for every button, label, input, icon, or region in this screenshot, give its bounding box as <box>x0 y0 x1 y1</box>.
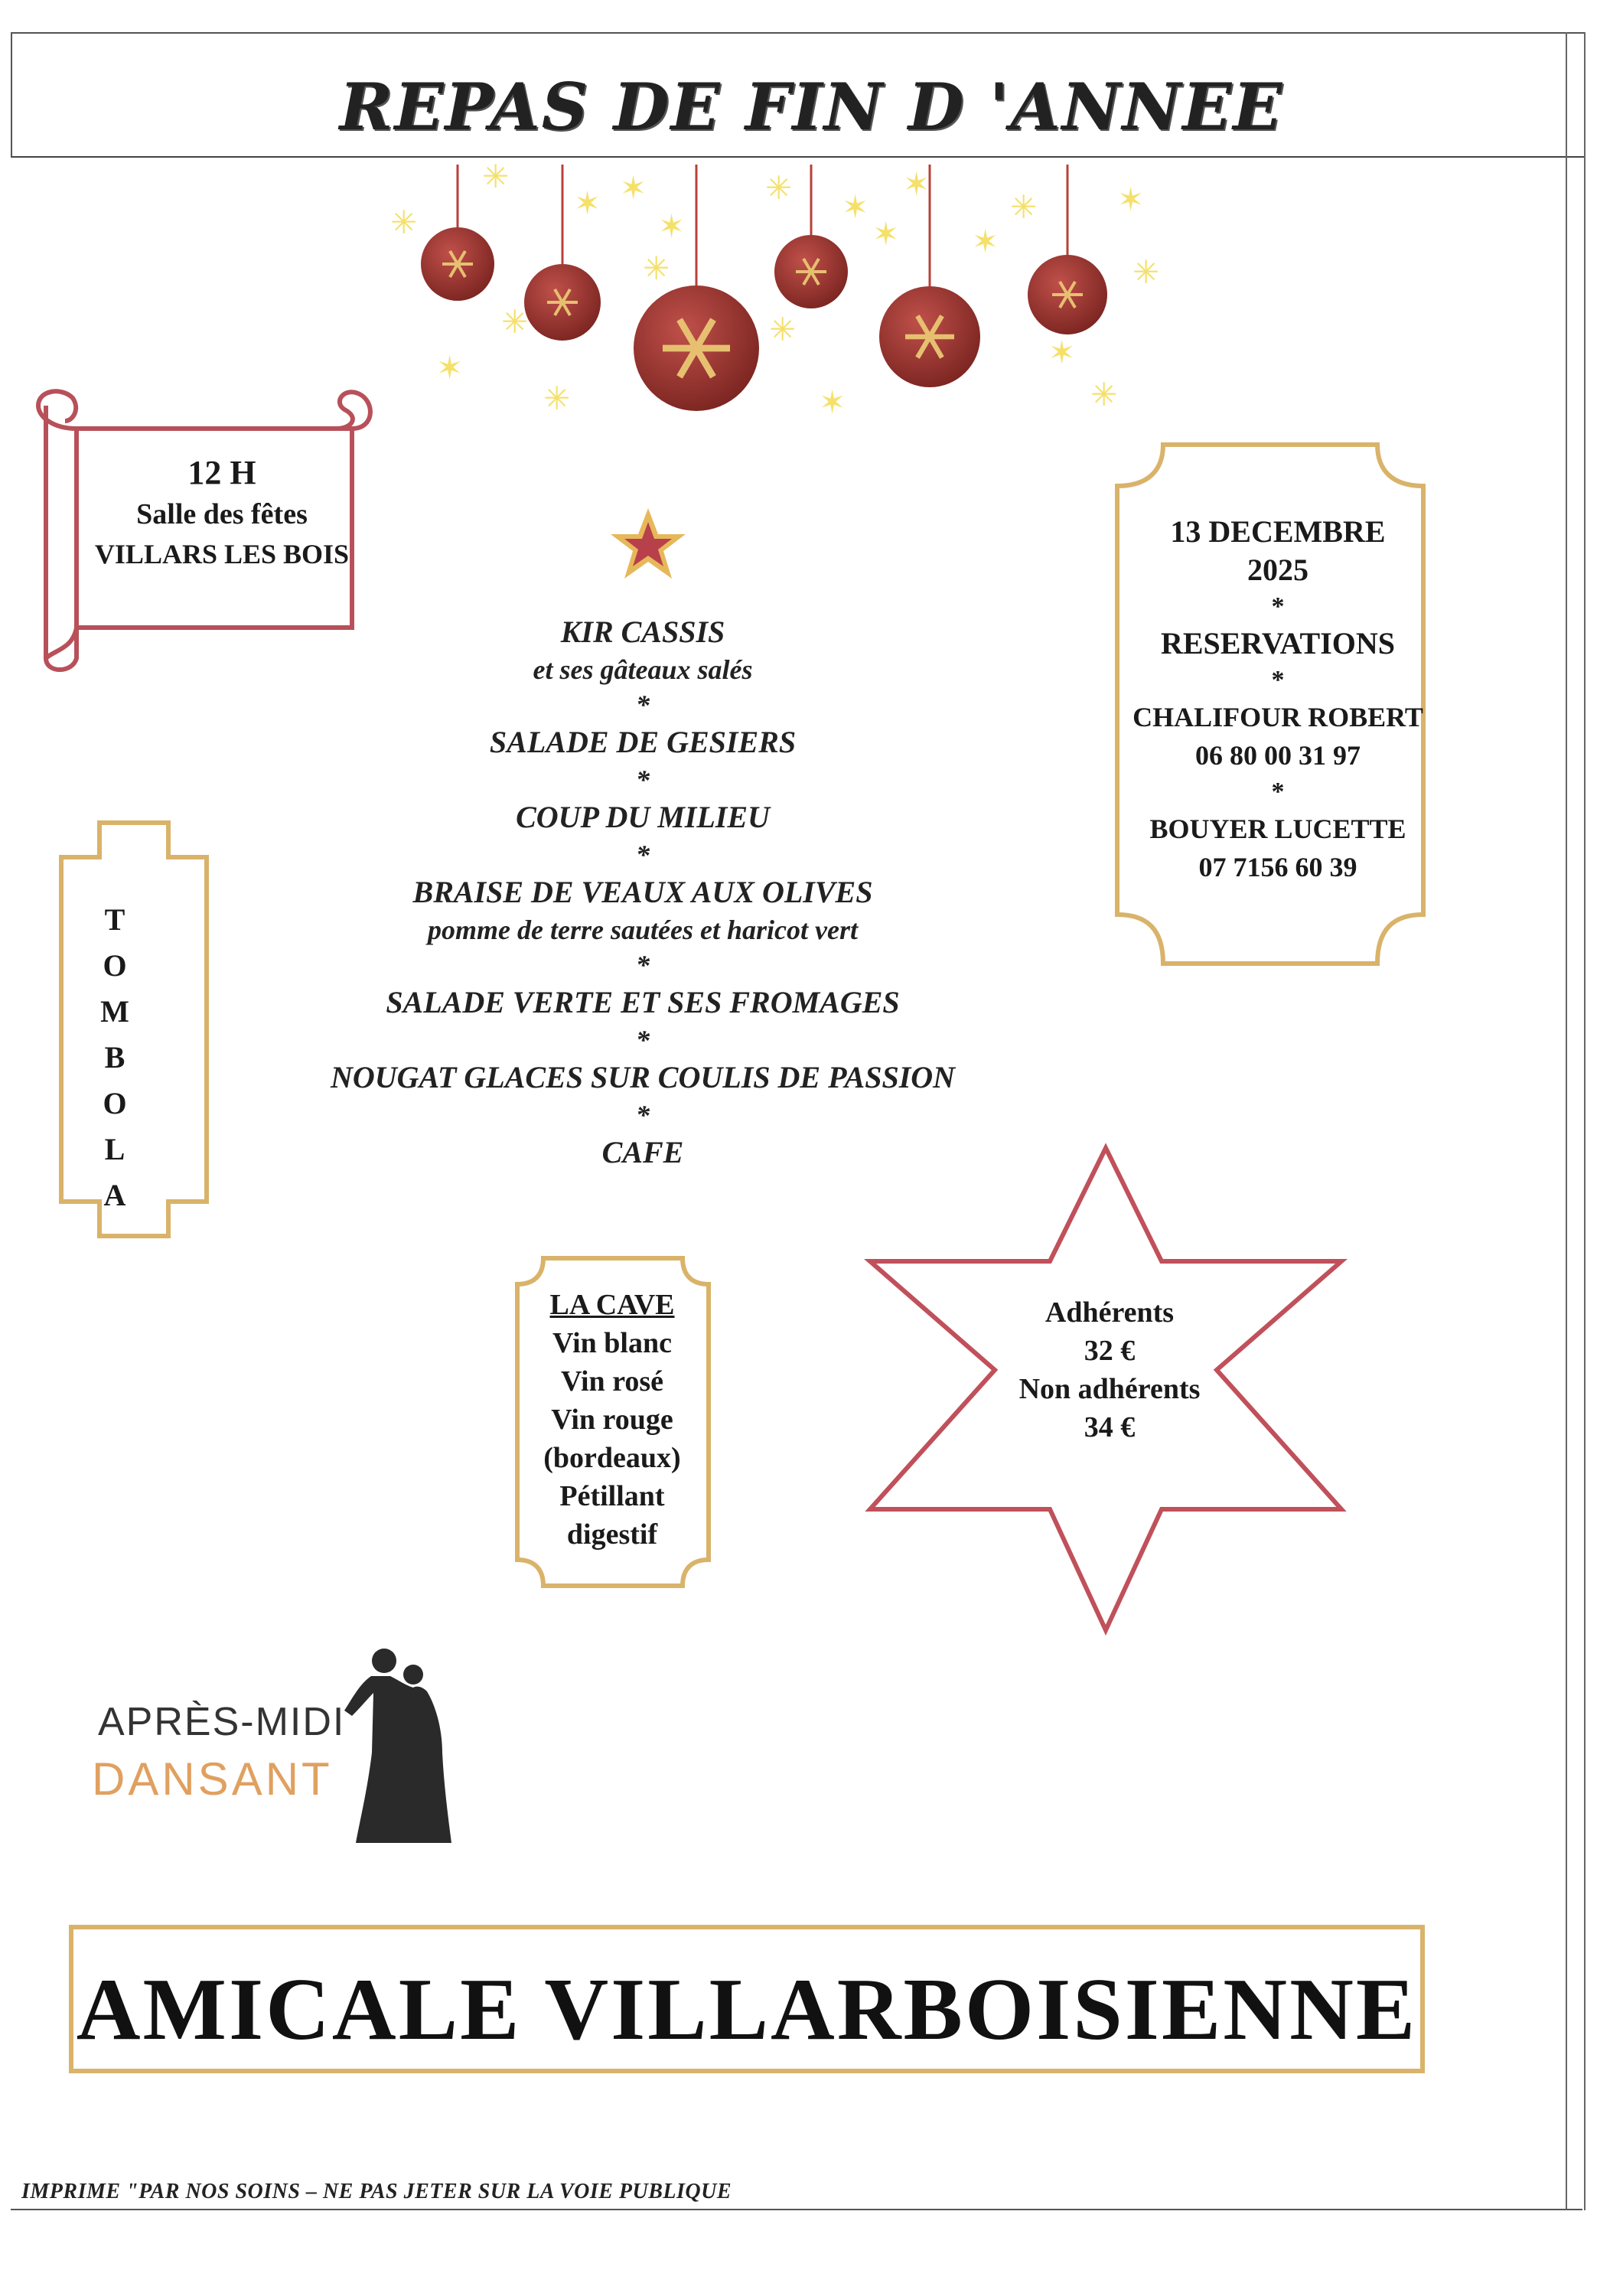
svg-text:✳: ✳ <box>1010 188 1038 226</box>
contact-name: CHALIFOUR ROBERT <box>1133 702 1423 732</box>
ornament-ball <box>879 286 980 387</box>
menu-separator: * <box>636 950 650 980</box>
event-year: 2025 <box>1247 553 1309 587</box>
svg-text:✶: ✶ <box>972 223 999 260</box>
separator: * <box>1271 666 1285 694</box>
separator: * <box>1271 592 1285 621</box>
ornament-ball <box>634 285 759 411</box>
separator: * <box>1271 778 1285 806</box>
svg-text:✶: ✶ <box>819 383 846 421</box>
event-town: VILLARS LES BOIS <box>94 539 350 569</box>
prices <box>979 1293 1240 1446</box>
christmas-ornaments-decoration <box>367 157 1178 432</box>
svg-text:✶: ✶ <box>1048 334 1076 371</box>
members-price: 32 € <box>1084 1335 1136 1367</box>
wine-item: Vin rouge <box>551 1404 673 1436</box>
wine-list-heading: LA CAVE <box>549 1289 675 1321</box>
menu-item: BRAISE DE VEAUX AUX OLIVES <box>412 875 873 909</box>
reservations-label: RESERVATIONS <box>1160 626 1396 660</box>
dance-line-2: DANSANT <box>92 1753 333 1805</box>
svg-text:✳: ✳ <box>769 311 797 348</box>
non-members-label: Non adhérents <box>1018 1373 1201 1405</box>
menu <box>260 612 1025 1172</box>
svg-text:✳: ✳ <box>482 158 510 195</box>
tombola-letter: O <box>103 948 127 983</box>
menu-item: CAFE <box>601 1135 684 1169</box>
menu-separator: * <box>636 1100 650 1130</box>
svg-text:✳: ✳ <box>390 204 418 241</box>
tombola-letter: B <box>104 1040 125 1075</box>
bottom-border <box>11 2209 1582 2210</box>
svg-text:✶: ✶ <box>574 184 601 222</box>
svg-text:✳: ✳ <box>765 169 793 207</box>
svg-text:✳: ✳ <box>543 380 571 417</box>
svg-text:✳: ✳ <box>1133 253 1160 291</box>
dancing-couple-icon <box>337 1645 451 1844</box>
menu-item-detail: pomme de terre sautées et haricot vert <box>428 915 858 945</box>
contact-name: BOUYER LUCETTE <box>1149 814 1406 844</box>
menu-separator: * <box>636 840 650 870</box>
wine-item: digestif <box>566 1518 658 1551</box>
svg-text:✶: ✶ <box>1117 181 1145 218</box>
svg-text:✶: ✶ <box>872 215 900 253</box>
contact-phone: 06 80 00 31 97 <box>1195 740 1361 771</box>
svg-text:✶: ✶ <box>436 349 464 386</box>
ornament-ball <box>524 264 601 341</box>
tombola-letter: L <box>104 1132 125 1166</box>
contact-phone: 07 7156 60 39 <box>1198 852 1357 882</box>
footer-note: IMPRIME "PAR NOS SOINS – NE PAS JETER SUR LA VOIE PUBLIQUE <box>21 2180 732 2203</box>
menu-item: SALADE DE GESIERS <box>489 725 797 759</box>
event-time: 12 H <box>187 454 256 491</box>
menu-item: NOUGAT GLACES SUR COULIS DE PASSION <box>330 1060 956 1094</box>
members-label: Adhérents <box>1045 1296 1175 1329</box>
organizer-name: AMICALE VILLARBOISIENNE <box>76 1961 1418 2059</box>
tombola-letter: M <box>100 994 129 1029</box>
menu-separator: * <box>636 690 650 720</box>
event-date: 13 DECEMBRE <box>1170 514 1386 549</box>
wine-item: (bordeaux) <box>543 1442 681 1474</box>
small-star-icon <box>606 505 690 582</box>
event-hall: Salle des fêtes <box>136 498 308 530</box>
ornament-ball <box>421 227 494 301</box>
wine-item: Vin blanc <box>552 1327 672 1359</box>
wine-item: Pétillant <box>559 1480 665 1512</box>
menu-separator: * <box>636 1025 650 1055</box>
svg-text:✳: ✳ <box>1090 376 1118 413</box>
menu-item-detail: et ses gâteaux salés <box>533 654 753 685</box>
tombola-letter: T <box>104 902 125 937</box>
tombola-letter: A <box>103 1178 126 1212</box>
menu-item: KIR CASSIS <box>560 615 725 649</box>
tombola-label <box>92 897 138 1218</box>
svg-text:✳: ✳ <box>643 249 670 287</box>
right-border <box>1566 32 1586 2210</box>
ornament-ball <box>774 235 848 308</box>
menu-item: SALADE VERTE ET SES FROMAGES <box>386 985 900 1019</box>
menu-separator: * <box>636 765 650 795</box>
svg-text:✶: ✶ <box>658 207 686 245</box>
dance-line-1: APRÈS-MIDI <box>98 1700 346 1744</box>
wine-item: Vin rosé <box>560 1365 664 1397</box>
non-members-price: 34 € <box>1084 1411 1136 1443</box>
tombola-letter: O <box>103 1086 127 1120</box>
menu-item: COUP DU MILIEU <box>516 800 770 834</box>
page-title: REPAS DE FIN D 'ANNEE <box>339 69 1284 145</box>
svg-text:✶: ✶ <box>842 188 869 226</box>
svg-text:✶: ✶ <box>903 165 930 203</box>
ornament-ball <box>1028 255 1107 334</box>
svg-text:✳: ✳ <box>501 303 529 341</box>
wine-list <box>520 1286 704 1554</box>
date-reservations <box>1110 513 1446 886</box>
svg-text:✶: ✶ <box>620 169 647 207</box>
